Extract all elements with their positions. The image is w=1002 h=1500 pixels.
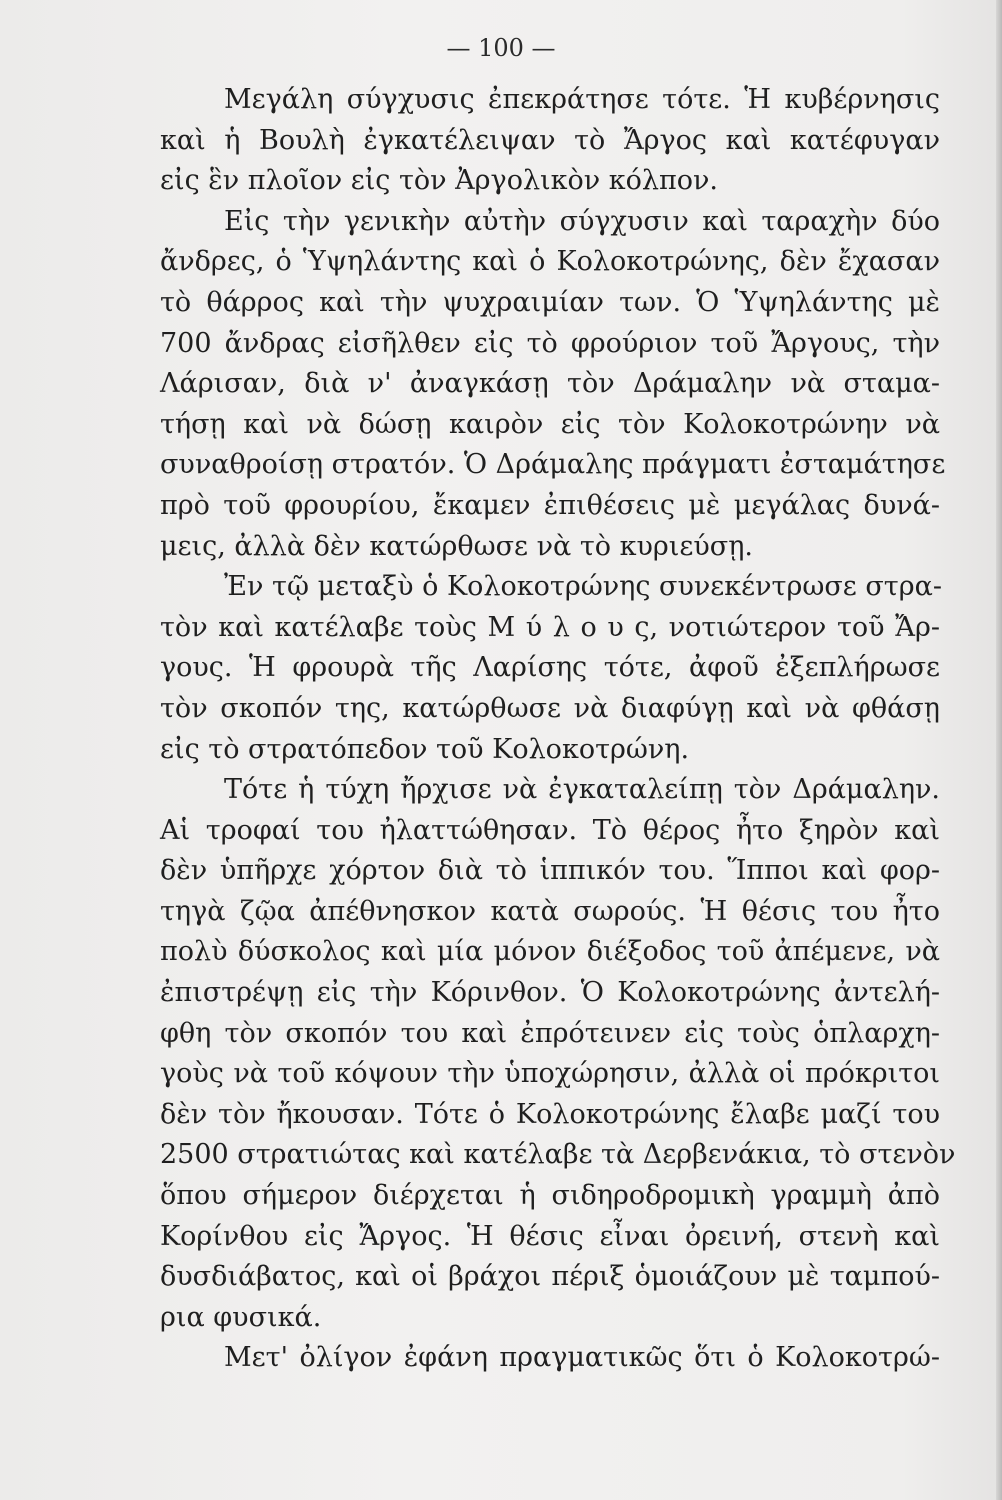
text-line: πρὸ τοῦ φρουρίου, ἔκαμεν ἐπιθέσεις μὲ μεγάλας δυνά- [160, 489, 940, 521]
text-line: καὶ ἡ Βουλὴ ἐγκατέλειψαν τὸ Ἄργος καὶ κατέφυγαν [160, 124, 940, 156]
text-line: δὲν ὑπῆρχε χόρτον διὰ τὸ ἱππικόν του. Ἵπποι καὶ φορ- [160, 855, 940, 887]
text-line: φθη τὸν σκοπόν του καὶ ἐπρότεινεν εἰς τοὺς ὁπλαρχη- [160, 1017, 940, 1049]
text-line: ρια φυσικά. [160, 1301, 322, 1333]
text-line: Κορίνθου εἰς Ἄργος. Ἡ θέσις εἶναι ὀρεινή, στενὴ καὶ [160, 1220, 940, 1252]
text-line: Μεγάλη σύγχυσις ἐπεκράτησε τότε. Ἡ κυβέρνησις [224, 84, 940, 115]
text-line: Ἐν τῷ μεταξὺ ὁ Κολοκοτρώνης συνεκέντρωσε στρα- [224, 571, 942, 603]
text-line: 2500 στρατιώτας καὶ κατέλαβε τὰ Δερβενάκια, τὸ στενὸν [160, 1139, 956, 1171]
text-line: ὅπου σήμερον διέρχεται ἡ σιδηροδρομικὴ γραμμὴ ἀπὸ [160, 1180, 940, 1212]
text-line: Λάρισαν, διὰ ν' ἀναγκάσῃ τὸν Δράμαλην νὰ σταμα- [160, 368, 940, 400]
text-line: ἄνδρες, ὁ Ὑψηλάντης καὶ ὁ Κολοκοτρώνης, δὲν ἔχασαν [160, 246, 940, 278]
text-line: εἰς τὸ στρατόπεδον τοῦ Κολοκοτρώνη. [160, 733, 690, 765]
text-line: γοὺς νὰ τοῦ κόψουν τὴν ὑποχώρησιν, ἀλλὰ οἱ πρόκριτοι [160, 1058, 940, 1090]
paragraph [160, 1338, 940, 1379]
text-line: τὸν καὶ κατέλαβε τοὺς Μ ύ λ ο υ ς, νοτιώτερον τοῦ Ἄρ- [160, 611, 940, 643]
text-line: δυσδιάβατος, καὶ οἱ βράχοι πέριξ ὁμοιάζουν μὲ ταμπού- [160, 1261, 940, 1293]
text-line: Τότε ἡ τύχη ἤρχισε νὰ ἐγκαταλείπῃ τὸν Δράμαλην. [224, 774, 940, 806]
text-line: εἰς ἓν πλοῖον εἰς τὸν Ἀργολικὸν κόλπον. [160, 165, 719, 197]
text-line: τήσῃ καὶ νὰ δώσῃ καιρὸν εἰς τὸν Κολοκοτρώνην νὰ [160, 408, 940, 440]
text-line: τὸν σκοπόν της, κατώρθωσε νὰ διαφύγῃ καὶ νὰ φθάσῃ [160, 692, 940, 724]
paragraph [160, 80, 940, 202]
paragraph [160, 202, 946, 567]
body-text [160, 80, 956, 1379]
text-line: πολὺ δύσκολος καὶ μία μόνον διέξοδος τοῦ ἀπέμενε, νὰ [160, 936, 940, 968]
text-line: Εἰς τὴν γενικὴν αὐτὴν σύγχυσιν καὶ ταραχὴν δύο [224, 205, 940, 237]
page-edge [996, 0, 1002, 1500]
text-line: 700 ἄνδρας εἰσῆλθεν εἰς τὸ φρούριον τοῦ Ἄργους, τὴν [160, 327, 940, 359]
text-line: δὲν τὸν ἤκουσαν. Τότε ὁ Κολοκοτρώνης ἔλαβε μαζί του [160, 1098, 940, 1130]
paragraph [160, 567, 940, 770]
text-line: συναθροίσῃ στρατόν. Ὁ Δράμαλης πράγματι ἐσταμάτησε [160, 449, 946, 481]
text-line: Μετ' ὀλίγον ἐφάνη πραγματικῶς ὅτι ὁ Κολοκοτρώ- [224, 1342, 940, 1374]
text-line: μεις, ἀλλὰ δὲν κατώρθωσε νὰ τὸ κυριεύσῃ. [160, 530, 753, 562]
text-line: ἐπιστρέψῃ εἰς τὴν Κόρινθον. Ὁ Κολοκοτρώνης ἀντελή- [160, 977, 940, 1009]
text-line: Αἱ τροφαί του ἠλαττώθησαν. Τὸ θέρος ἦτο ξηρὸν καὶ [160, 814, 940, 846]
page-number: — 100 — [446, 34, 556, 62]
paragraph [160, 770, 956, 1338]
text-line: γους. Ἡ φρουρὰ τῆς Λαρίσης τότε, ἀφοῦ ἐξεπλήρωσε [160, 652, 940, 684]
text-line: τὸ θάρρος καὶ τὴν ψυχραιμίαν των. Ὁ Ὑψηλάντης μὲ [160, 286, 940, 318]
text-line: τηγὰ ζῷα ἀπέθνησκον κατὰ σωρούς. Ἡ θέσις του ἦτο [160, 895, 940, 927]
